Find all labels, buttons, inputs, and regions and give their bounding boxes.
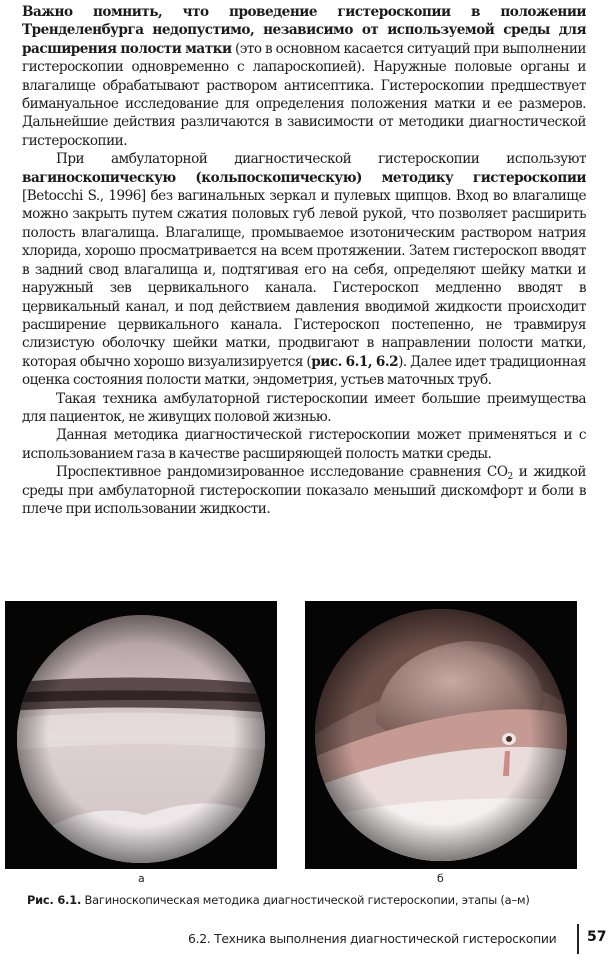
paragraph-1 — [22, 3, 586, 150]
figure-caption — [27, 893, 530, 907]
co2-subscript: 2 — [507, 472, 513, 483]
paragraph-5-text-1: Проспективное рандомизированное исследование сравнения CO — [56, 464, 508, 481]
paragraph-4: Данная методика диагностической гистероскопии может применяться и с использованием газа в качестве расширяющей полость матки среды. — [22, 427, 586, 462]
figure-reference: рис. 6.1, 6.2 — [311, 353, 399, 370]
caption-number: Рис. 6.1. — [27, 893, 82, 907]
paragraph-2-text-1: При амбулаторной диагностической гистероскопии используют — [56, 151, 586, 168]
paragraph-2-text-2: [Betocchi S., 1996] без вагинальных зеркал и пулевых щипцов. Вход во влагалище можно закрыть путем сжатия половых губ левой рукой, что позволяет расширить полость влагалища. Влагалище, промываемое изотоническим раствором натрия хлорида, хорошо просматривается на всем протяжении. Затем гистероскоп вводят в задний свод влагалища и, подтягивая его на себя, определяют шейку матки и наружный зев цервикального канала. Гистероскоп медленно вводят в цервикальный канал, и под действием давления вводимой жидкости происходит расширение цервикального канала. Гистероскоп постепенно, не травмируя слизистую оболочку шейки матки, продвигают в направлении полости матки, которая обычно хорошо визуализируется ( — [22, 188, 586, 370]
paragraph-3: Такая техника амбулаторной гистероскопии имеет большие преимущества для пациенток, не живущих половой жизнью. — [22, 390, 586, 425]
paragraph-1-bold: Важно помнить, что проведение гистероскопии в положении Тренделенбурга недопустимо, независимо от используемой среды для расширения полости матки — [22, 4, 586, 57]
page-number: 57 — [587, 929, 607, 945]
paragraph-2-bold-1: вагиноскопическую (кольпоскопическую) методику гистероскопии — [22, 169, 586, 186]
footer-divider — [577, 924, 579, 954]
caption-text: Вагиноскопическая методика диагностической гистероскопии, этапы (а–м) — [81, 893, 530, 907]
photo-label-b: б — [437, 872, 444, 885]
paragraph-2 — [22, 150, 586, 389]
endoscopy-photo-a — [5, 601, 277, 869]
running-footer: 6.2. Техника выполнения диагностической гистероскопии — [188, 931, 557, 946]
paragraph-1-text: (это в основном касается ситуаций при выполнении гистероскопии одновременно с лапароскопией). Наружные половые органы и влагалище обрабатывают раствором антисептика. Гистероскопии предшествует бимануальное исследование для определения положения матки и ее размеров. Дальнейшие действия различаются в зависимости от методики диагностической гистероскопии. — [22, 40, 586, 149]
photo-label-a: а — [138, 872, 145, 885]
body-text — [22, 3, 586, 518]
paragraph-2-text-3: ). Далее идет традиционная оценка состояния полости матки, эндометрия, устьев маточных труб. — [22, 353, 586, 389]
paragraph-5 — [22, 463, 586, 518]
endoscopy-photo-b — [305, 601, 577, 869]
paragraph-5-text-2: и жидкой среды при амбулаторной гистероскопии показало меньший дискомфорт и боли в плече при использовании жидкости. — [22, 464, 586, 517]
